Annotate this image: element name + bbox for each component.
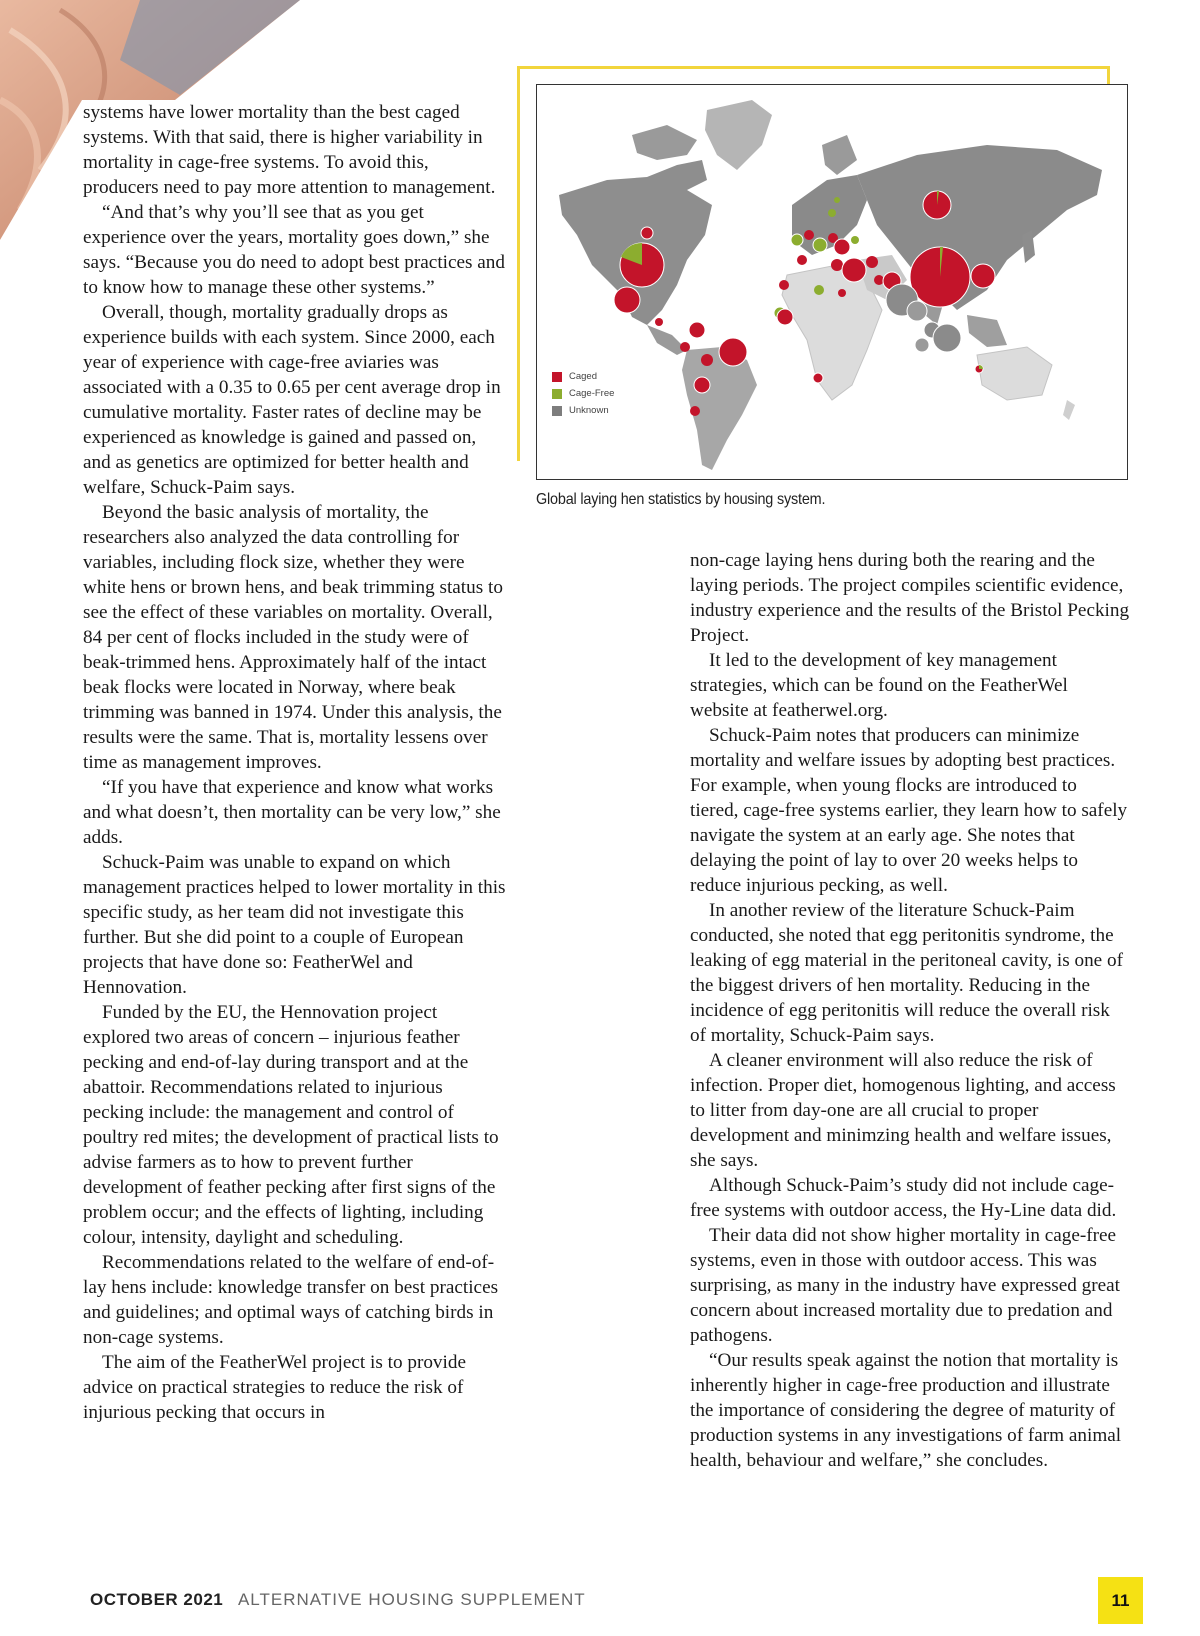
page-number: 11 [1098,1577,1143,1624]
world-map [537,85,1127,479]
legend-label: Caged [569,371,597,382]
paragraph: Funded by the EU, the Hennovation project explored two areas of concern – injurious feather pecking and end-of-lay during transport and at the abattoir. Recommendations related to injurious pecking include: the management and control of poultry red mites; the development of practical lists to advise farmers as to how to prevent further development of feather pecking after first signs of the problem occur; and the effects of lighting, including colour, intensity, daylight and scheduling. [83,1002,499,1248]
paragraph: Overall, though, mortality gradually drops as experience builds with each system. Since 2000, each year of experience with cage-free aviaries was associated with a 0.35 to 0.65 per cent average drop in cumulative mortality. Faster rates of decline may be experienced as knowledge is gained and passed on, and as genetics are optimized for better health and welfare, Schuck-Paim says. [83,302,501,498]
footer-supplement: ALTERNATIVE HOUSING SUPPLEMENT [237,1590,586,1609]
paragraph: Schuck-Paim was unable to expand on which management practices helped to lower mortality in this specific study, as her team did not investigate this further. But she did point to a couple of European projects that have done so: FeatherWel and Hennovation. [83,852,506,998]
legend-swatch-caged [552,372,562,382]
legend-swatch-unknown [552,406,562,416]
paragraph: “If you have that experience and know what works and what doesn’t, then mortality can be very low,” she adds. [83,777,501,848]
figure-caption: Global laying hen statistics by housing system. [536,491,826,508]
legend-item-cage-free [552,385,614,402]
paragraph: non-cage laying hens during both the rearing and the laying periods. The project compiles scientific evidence, industry experience and the results of the Bristol Pecking Project. [690,550,1130,646]
legend-label: Unknown [569,405,609,416]
paragraph: “And that’s why you’ll see that as you get experience over the years, mortality goes down,” she says. “Because you do need to adopt best practices and to know how to manage these other systems.” [83,202,505,298]
paragraph: It led to the development of key management strategies, which can be found on the FeatherWel website at featherwel.org. [690,650,1068,721]
legend-label: Cage-Free [569,388,615,399]
footer-date: OCTOBER 2021 [90,1590,224,1609]
paragraph: Their data did not show higher mortality in cage-free systems, even in those with outdoor access. This was surprising, as many in the industry have expressed great concern about increased mortality due to predation and pathogens. [690,1225,1121,1346]
legend-item-caged [552,368,614,385]
article-column-right [690,548,1130,1473]
paragraph: The aim of the FeatherWel project is to provide advice on practical strategies to reduce the risk of injurious pecking that occurs in [83,1352,466,1423]
paragraph: In another review of the literature Schuck-Paim conducted, she noted that egg peritonitis syndrome, the leaking of egg material in the peritoneal cavity, is one of the biggest drivers of hen mortality. Reducing in the incidence of egg peritonitis will reduce the overall risk of mortality, Schuck-Paim says. [690,900,1123,1046]
paragraph: Beyond the basic analysis of mortality, the researchers also analyzed the data controlling for variables, including flock size, whether they were white hens or brown hens, and beak trimming status to see the effect of these variables on mortality. Overall, 84 per cent of flocks included in the study were of beak-trimmed hens. Approximately half of the intact beak flocks were located in Norway, where beak trimming was banned in 1974. Under this analysis, the results were the same. That is, mortality lessens over time as management improves. [83,502,503,773]
paragraph: systems have lower mortality than the best caged systems. With that said, there is higher variability in mortality in cage-free systems. To avoid this, producers need to pay more attention to management. [83,102,496,198]
article-column-left [83,100,508,1425]
legend-swatch-cage-free [552,389,562,399]
paragraph: Schuck-Paim notes that producers can minimize mortality and welfare issues by adopting best practices. For example, when young flocks are introduced to tiered, cage-free systems earlier, they learn how to safely navigate the system at an early age. She notes that delaying the point of lay to over 20 weeks helps to reduce injurious pecking, as well. [690,725,1128,896]
map-legend [552,368,614,419]
paragraph: “Our results speak against the notion that mortality is inherently higher in cage-free production and illustrate the importance of considering the degree of maturity of production systems in any investigations of farm animal health, behaviour and welfare,” she concludes. [690,1350,1122,1471]
paragraph: Although Schuck-Paim’s study did not include cage-free systems with outdoor access, the Hy-Line data did. [690,1175,1117,1221]
paragraph: Recommendations related to the welfare of end-of-lay hens include: knowledge transfer on best practices and guidelines; and optimal ways of catching birds in non-cage systems. [83,1252,499,1348]
world-map-figure [536,84,1128,480]
paragraph: A cleaner environment will also reduce the risk of infection. Proper diet, homogenous lighting, and access to litter from day-one are all crucial to proper development and minimzing health and welfare issues, she says. [690,1050,1116,1171]
legend-item-unknown [552,402,614,419]
page-footer [90,1590,586,1610]
